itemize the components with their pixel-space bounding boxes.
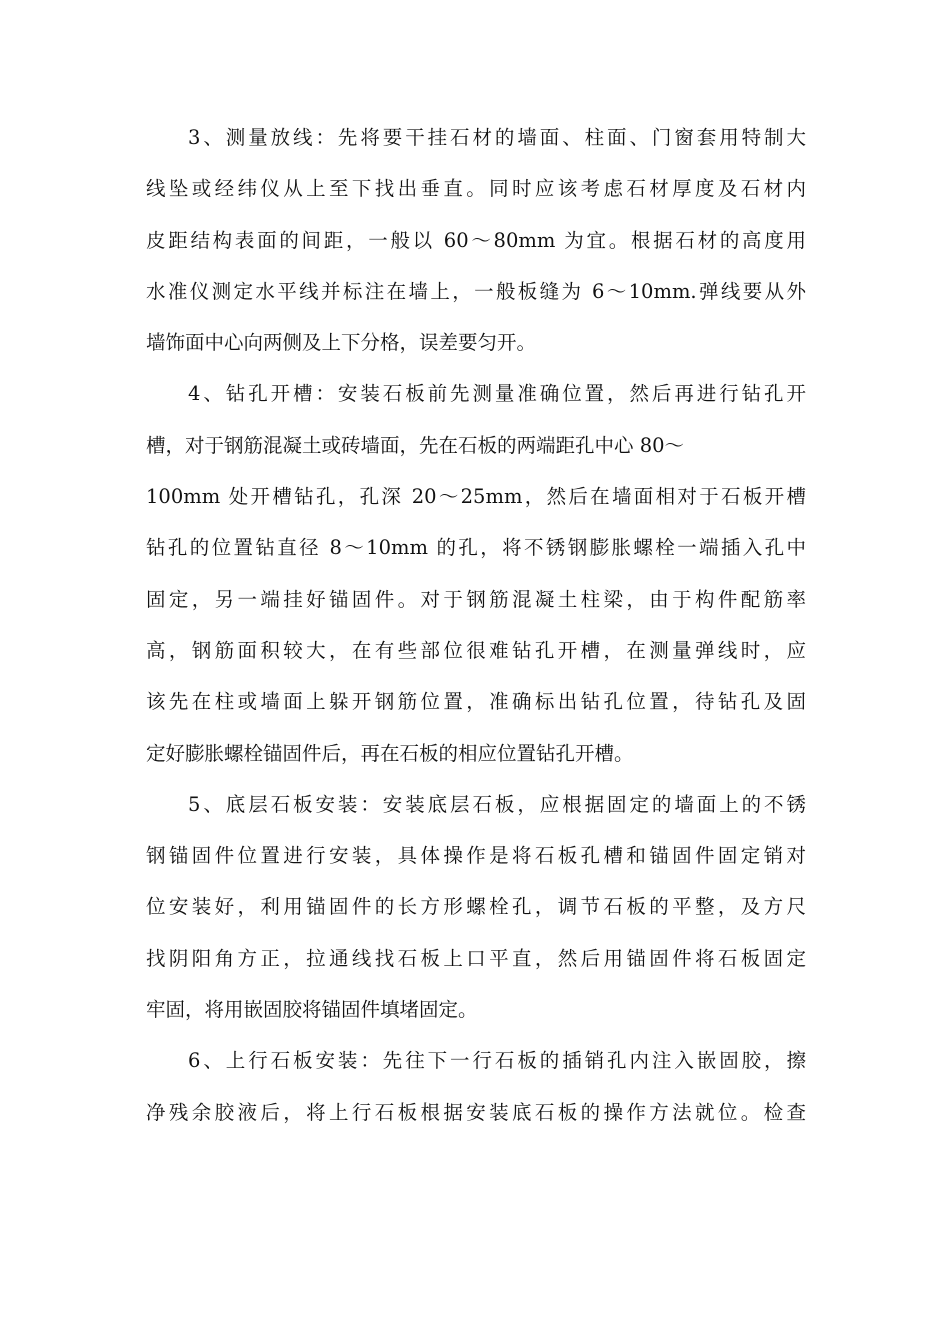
paragraph-line: 高，钢筋面积较大，在有些部位很难钻孔开槽，在测量弹线时，应 <box>146 638 806 662</box>
paragraph-line: 位安装好，利用锚固件的长方形螺栓孔，调节石板的平整，及方尺 <box>146 895 806 919</box>
document-body <box>146 116 806 1142</box>
paragraph-line: 3、测量放线：先将要干挂石材的墙面、柱面、门窗套用特制大 <box>188 126 806 149</box>
paragraph-line: 净残余胶液后，将上行石板根据安装底石板的操作方法就位。检查 <box>146 1100 806 1124</box>
paragraph-line: 槽，对于钢筋混凝土或砖墙面，先在石板的两端距孔中心 80～ <box>146 433 685 457</box>
paragraph-line: 墙饰面中心向两侧及上下分格，误差要匀开。 <box>146 331 537 355</box>
paragraph-line: 100mm 处开槽钻孔，孔深 20～25mm，然后在墙面相对于石板开槽 <box>146 485 806 509</box>
paragraph-line: 该先在柱或墙面上躲开钢筋位置，准确标出钻孔位置，待钻孔及固 <box>146 690 806 714</box>
paragraph-line: 钻孔的位置钻直径 8～10mm 的孔，将不锈钢膨胀螺栓一端插入孔中 <box>146 536 806 560</box>
paragraph-6 <box>146 1039 806 1142</box>
paragraph-4 <box>146 372 806 782</box>
paragraph-line: 钢锚固件位置进行安装，具体操作是将石板孔槽和锚固件固定销对 <box>146 844 806 868</box>
paragraph-line: 定好膨胀螺栓锚固件后，再在石板的相应位置钻孔开槽。 <box>146 741 634 765</box>
paragraph-line: 皮距结构表面的间距，一般以 60～80mm 为宜。根据石材的高度用 <box>146 228 806 252</box>
paragraph-line: 牢固，将用嵌固胶将锚固件填堵固定。 <box>146 998 478 1022</box>
paragraph-line: 水准仪测定水平线并标注在墙上，一般板缝为 6～10mm.弹线要从外 <box>146 279 806 303</box>
paragraph-line: 固定，另一端挂好锚固件。对于钢筋混凝土柱梁，由于构件配筋率 <box>146 587 806 611</box>
paragraph-line: 6、上行石板安装：先往下一行石板的插销孔内注入嵌固胶，擦 <box>188 1049 806 1073</box>
paragraph-line: 线坠或经纬仪从上至下找出垂直。同时应该考虑石材厚度及石材内 <box>146 177 806 201</box>
paragraph-line: 5、底层石板安装：安装底层石板，应根据固定的墙面上的不锈 <box>188 792 806 816</box>
paragraph-3 <box>146 116 806 372</box>
paragraph-line: 4、钻孔开槽：安装石板前先测量准确位置，然后再进行钻孔开 <box>188 382 806 406</box>
paragraph-line: 找阴阳角方正，拉通线找石板上口平直，然后用锚固件将石板固定 <box>146 946 806 970</box>
paragraph-5 <box>146 783 806 1039</box>
